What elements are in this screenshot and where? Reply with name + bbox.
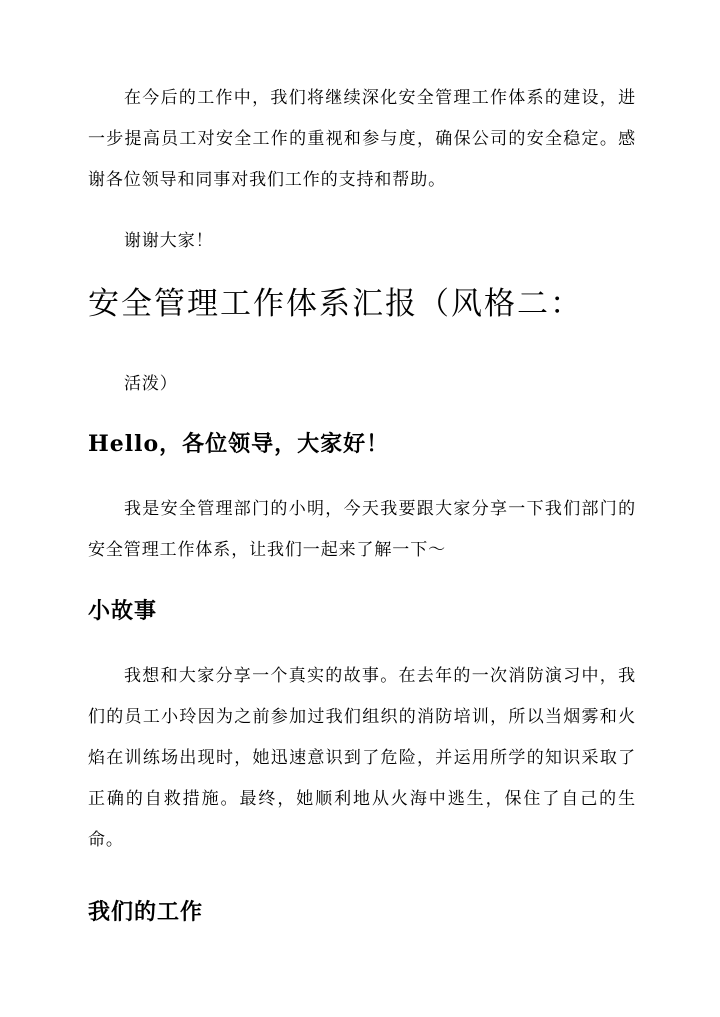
- thanks-line: 谢谢大家！: [124, 231, 214, 251]
- work-heading: 我们的工作: [88, 899, 204, 925]
- title-continuation: 活泼）: [124, 374, 178, 394]
- greeting-heading: Hello，各位领导，大家好！: [88, 431, 390, 457]
- story-heading: 小故事: [88, 598, 158, 624]
- story-paragraph: 我想和大家分享一个真实的故事。在去年的一次消防演习中，我们的员工小玲因为之前参加过我们组织的消防培训，所以当烟雾和火焰在训练场出现时，她迅速意识到了危险，并运用所学的知识采取了正确的自救措施。最终，她顺利地从火海中逃生，保住了自己的生命。: [88, 666, 636, 850]
- intro-paragraph: 我是安全管理部门的小明，今天我要跟大家分享一下我们部门的安全管理工作体系，让我们一起来了解一下～: [88, 499, 636, 560]
- document-title: 安全管理工作体系汇报（风格二：: [88, 286, 583, 322]
- closing-paragraph: 在今后的工作中，我们将继续深化安全管理工作体系的建设，进一步提高员工对安全工作的重视和参与度，确保公司的安全稳定。感谢各位领导和同事对我们工作的支持和帮助。: [88, 88, 636, 190]
